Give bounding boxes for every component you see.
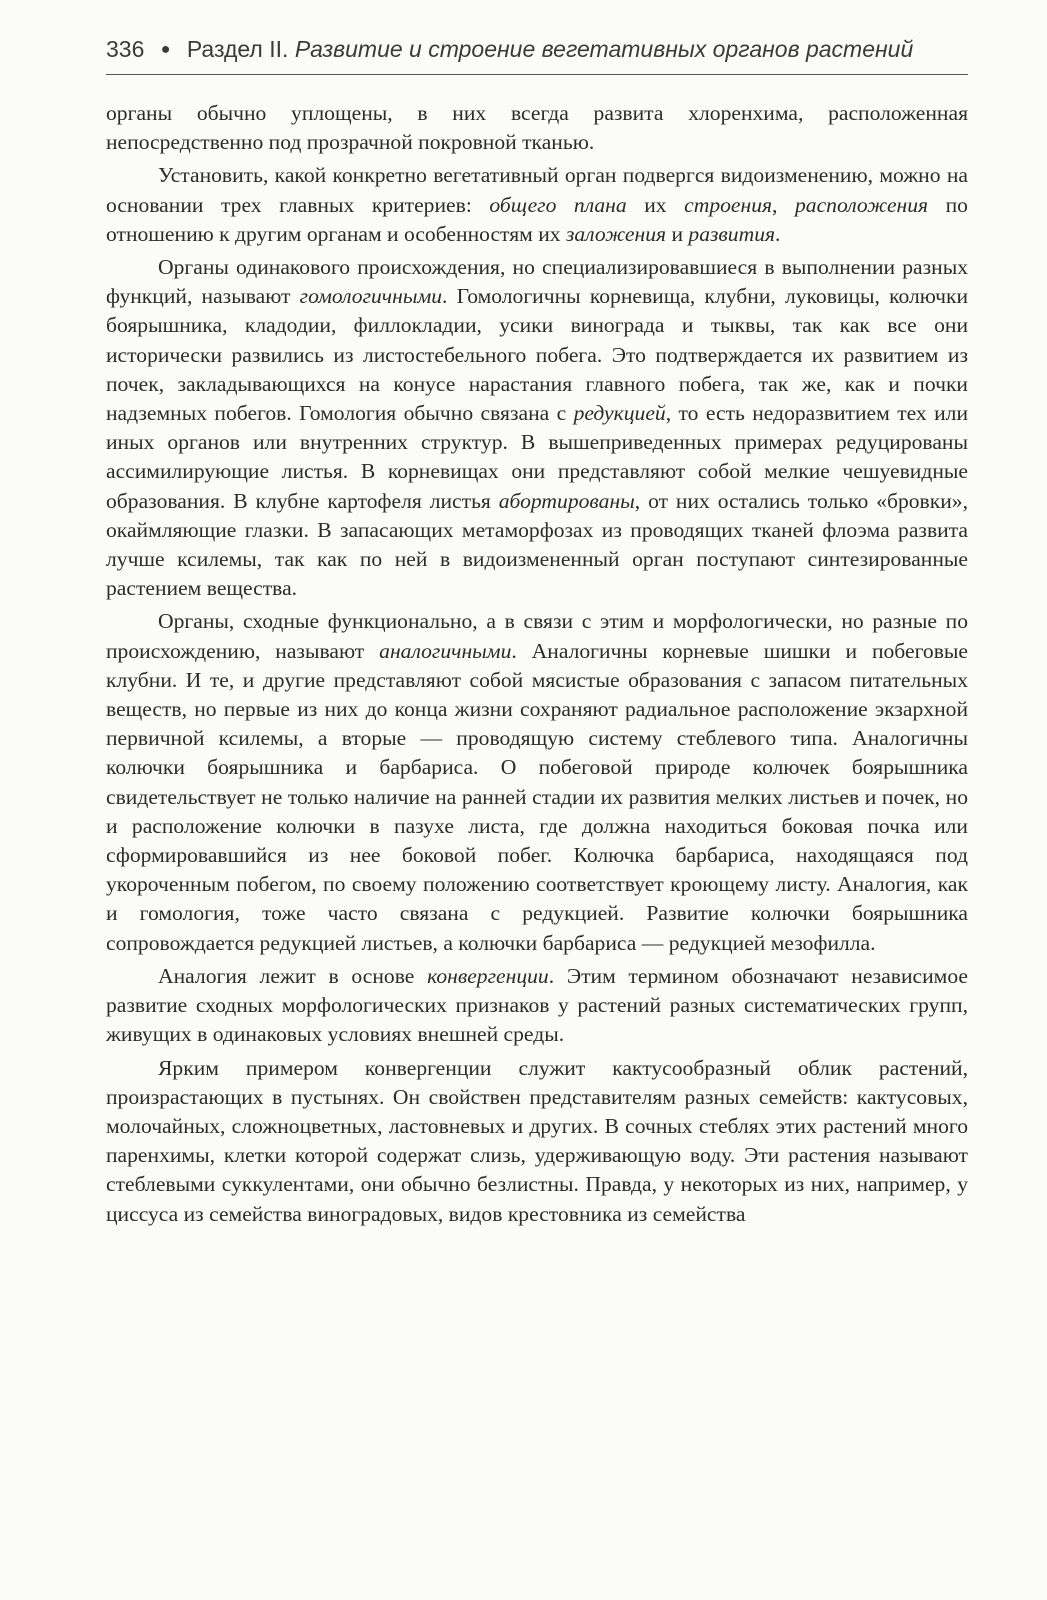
emphasized-term: заложения xyxy=(565,221,667,246)
text-run: . Этим термином обозначают независимое развитие сходных морфологических признаков у растений разных систематических групп, живущих в одинаковых условиях внешней среды. xyxy=(106,963,968,1047)
body-text xyxy=(106,99,968,1233)
emphasized-term: конвергенции xyxy=(427,963,549,988)
text-run: , то есть недоразвитием тех или иных органов или внутренних структур. В вышеприведенных примерах редуцированы ассимилирующие листья. В корневищах они представляют собой мелкие чешуевидные образования. В клубне картофеля листья xyxy=(106,401,969,513)
text-run: их xyxy=(626,192,685,217)
running-header xyxy=(106,36,968,70)
emphasized-term: абортированы xyxy=(498,488,635,513)
text-run: Установить, какой конкретно вегетативный орган подвергся видоизменению, можно на основании трех главных критериев: xyxy=(106,163,968,217)
text-run: . Гомологичны корневища, клубни, луковицы, колючки боярышника, кладодии, филлокладии, усики винограда и тыквы, так как все они исторически развились из листостебельного побега. Это подтверждается их развитием из почек, закладывающихся на конусе нарастания главного побега, так же, как и почки надземных побегов. Гомология обычно связана с xyxy=(106,284,968,426)
section-title: Развитие и строение вегетативных органов растений xyxy=(294,36,914,62)
text-run: , xyxy=(772,192,795,217)
emphasized-term: аналогичными xyxy=(379,638,512,663)
text-run: . Аналогичны корневые шишки и побеговые клубни. И те, и другие представляют собой мясистые образования с запасом питательных веществ, но первые из них до конца жизни сохраняют радиальное расположение экзархной первичной ксилемы, а вторые — проводящую систему стеблевого типа. Аналогичны колючки боярышника и барбариса. О побеговой природе колючек боярышника свидетельствует не только наличие на ранней стадии их развития мелких листьев и почек, но и расположение колючки в пазухе листа, где должна находиться боковая почка или сформировавшийся из нее боковой побег. Колючка барбариса, находящаяся под укороченным побегом, по своему положению соответствует кроющему листу. Аналогия, как и гомология, тоже часто связана с редукцией. Развитие колючки боярышника сопровождается редукцией листьев, а колючки барбариса — редукцией мезофилла. xyxy=(106,638,968,955)
emphasized-term: общего плана xyxy=(489,192,627,217)
paragraph-2 xyxy=(106,161,968,249)
emphasized-term: редукцией xyxy=(573,401,666,426)
text-run: по отношению к другим органам и особенностям их xyxy=(106,192,968,246)
emphasized-term: развития xyxy=(688,221,776,246)
paragraph-3 xyxy=(106,253,968,603)
emphasized-term: строения xyxy=(684,192,773,217)
header-bullet: ● xyxy=(160,41,171,58)
text-run: Органы одинакового происхождения, но специализировавшиеся в выполнении разных функций, называют xyxy=(106,255,968,309)
paragraph-1 xyxy=(106,99,968,157)
text-run: и xyxy=(666,221,689,246)
paragraph-5 xyxy=(106,962,968,1050)
text-run: Ярким примером конвергенции служит кактусообразный облик растений, произрастающих в пустынях. Он свойствен представителям разных семейств: кактусовых, молочайных, сложноцветных, ластовневых и других. В сочных стеблях этих растений много паренхимы, клетки которой содержат слизь, удерживающую воду. Эти растения называют стеблевыми суккулентами, они обычно безлистны. Правда, у некоторых из них, например, у циссуса из семейства виноградовых, видов крестовника из семейства xyxy=(106,1055,968,1226)
text-run: органы обычно уплощены, в них всегда развита хлоренхима, расположенная непосредственно под прозрачной покровной тканью. xyxy=(106,101,968,155)
header-rule xyxy=(106,74,968,75)
paragraph-4 xyxy=(106,607,968,957)
text-run: , от них остались только «бровки», окаймляющие глазки. В запасающих метаморфозах из проводящих тканей флоэма развита лучше ксилемы, так как по ней в видоизмененный орган поступают синтезированные растением вещества. xyxy=(106,488,968,601)
section-label: Раздел II. xyxy=(186,36,289,62)
emphasized-term: гомологичными xyxy=(299,284,443,309)
text-run: Аналогия лежит в основе xyxy=(158,963,428,988)
text-run: . xyxy=(775,221,781,246)
text-run: Органы, сходные функционально, а в связи с этим и морфологически, но разные по происхождению, называют xyxy=(106,609,968,663)
page-number: 336 xyxy=(106,36,145,62)
emphasized-term: расположения xyxy=(794,192,929,217)
paragraph-6 xyxy=(106,1054,968,1229)
